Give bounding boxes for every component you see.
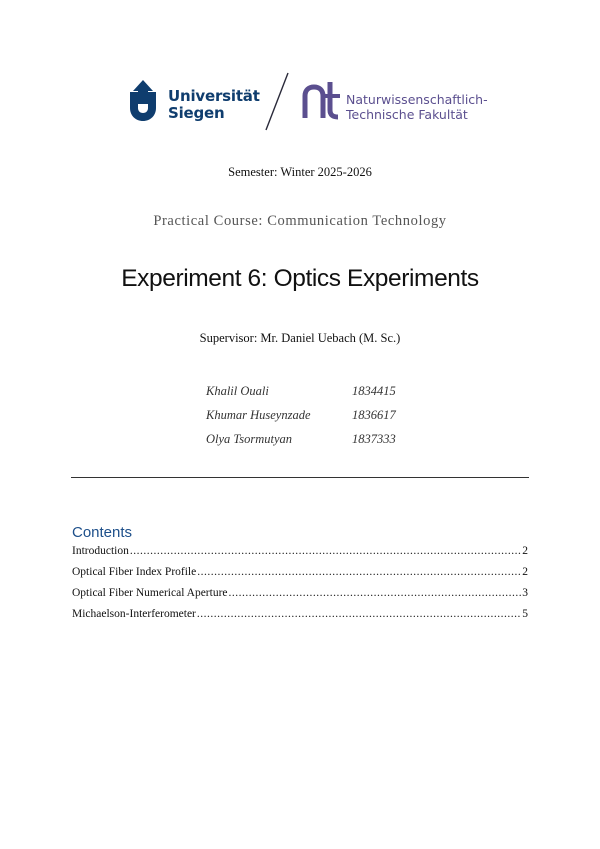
course-name: Practical Course: Communication Technology [153, 213, 447, 229]
student-row [206, 408, 446, 432]
toc-entry-label: Michaelson-Interferometer [72, 608, 196, 620]
supervisor: Supervisor: Mr. Daniel Uebach (M. Sc.) [199, 331, 401, 345]
toc-leader-dots [197, 566, 521, 578]
toc-entry-page: 2 [522, 545, 528, 557]
toc-entry-label: Optical Fiber Index Profile [72, 566, 197, 578]
student-name: Khalil Ouali [206, 384, 269, 398]
student-id: 1837333 [352, 432, 396, 446]
faculty-name-line1: Naturwissenschaftlich- [346, 92, 488, 107]
student-name: Olya Tsormutyan [206, 432, 293, 446]
toc-entry-numerical-aperture[interactable] [72, 587, 528, 608]
toc-entry-page: 5 [522, 608, 528, 620]
contents-heading: Contents [72, 524, 133, 541]
toc-entry-page: 2 [522, 566, 528, 578]
university-name [168, 88, 260, 122]
header-logos [0, 70, 600, 132]
toc-entry-introduction[interactable] [72, 545, 528, 566]
semester: Semester: Winter 2025-2026 [228, 165, 372, 179]
faculty-nt-logo-mark [302, 82, 342, 120]
student-id: 1836617 [352, 408, 396, 422]
university-name-line2: Siegen [168, 104, 225, 122]
toc-leader-dots [197, 608, 521, 620]
university-siegen-logo-mark [126, 80, 164, 122]
toc-entry-michaelson-interferometer[interactable] [72, 608, 528, 629]
toc-entry-index-profile[interactable] [72, 566, 528, 587]
university-name-line1: Universität [168, 87, 260, 105]
toc-leader-dots [229, 587, 522, 599]
toc-entry-label: Introduction [72, 545, 129, 557]
toc-entry-page: 3 [522, 587, 528, 599]
student-id: 1834415 [352, 384, 396, 398]
student-list [206, 384, 446, 456]
toc-leader-dots [130, 545, 521, 557]
document-title: Experiment 6: Optics Experiments [121, 265, 479, 292]
student-row [206, 432, 446, 456]
student-name: Khumar Huseynzade [206, 408, 311, 422]
table-of-contents [72, 545, 528, 629]
faculty-name-line2: Technische Fakultät [346, 107, 468, 122]
university-siegen-logo [126, 80, 260, 122]
logo-divider [262, 72, 292, 132]
student-row [206, 384, 446, 408]
toc-entry-label: Optical Fiber Numerical Aperture [72, 587, 228, 599]
faculty-name [346, 92, 488, 122]
horizontal-divider [71, 477, 529, 478]
